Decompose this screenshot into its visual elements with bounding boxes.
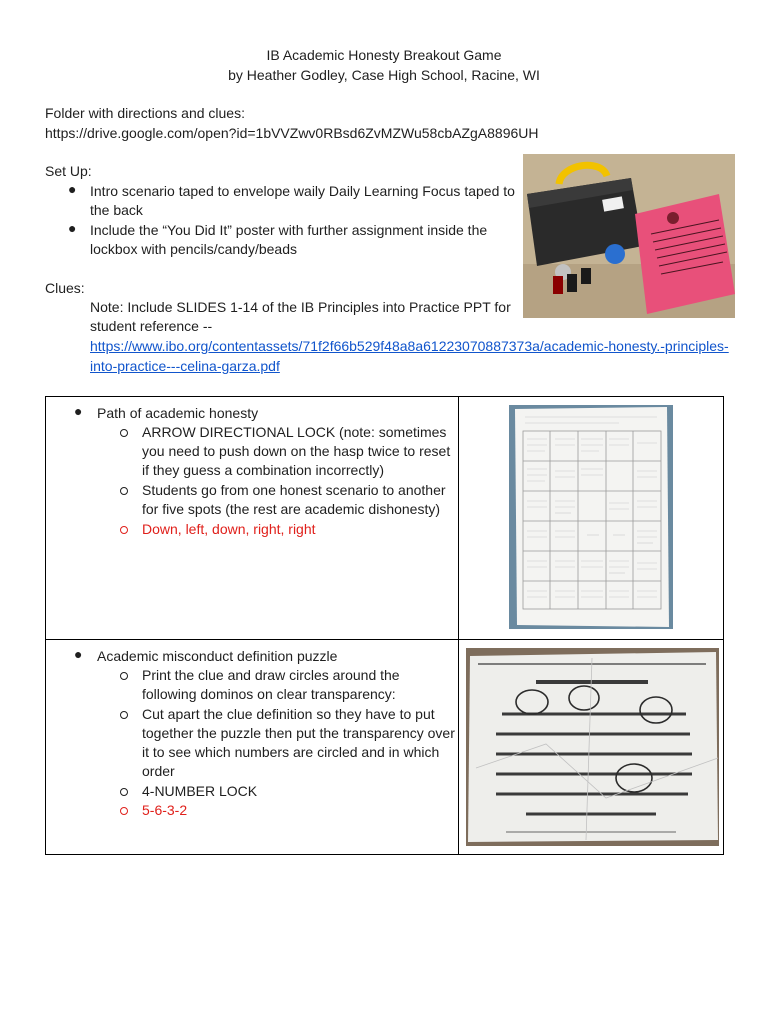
row2-item1-line1: Print the clue and draw circles around the <box>142 667 400 683</box>
row2-item2-line2: together the puzzle then put the transparency over <box>142 725 455 741</box>
lockbox-photo <box>523 154 735 318</box>
setup-item-1-line-2: the back <box>90 202 143 218</box>
row2-item1-line2: following dominos on clear transparency: <box>142 686 396 702</box>
page-title: IB Academic Honesty Breakout Game <box>266 47 502 63</box>
hollow-circle-bullet-icon <box>120 672 128 680</box>
hollow-circle-bullet-icon <box>120 711 128 719</box>
row1-item1-line1: ARROW DIRECTIONAL LOCK (note: sometimes <box>142 424 447 440</box>
clues-note-line-1: Note: Include SLIDES 1-14 of the IB Principles into Practice PPT for <box>90 299 511 315</box>
row1-title: Path of academic honesty <box>97 405 259 421</box>
row2-answer: 5-6-3-2 <box>142 802 188 818</box>
folder-label: Folder with directions and clues: <box>45 105 245 121</box>
setup-item-1-line-1: Intro scenario taped to envelope waily Daily Learning Focus taped to <box>90 183 515 199</box>
byline: by Heather Godley, Case High School, Racine, WI <box>228 67 540 83</box>
hollow-circle-bullet-icon <box>120 429 128 437</box>
hollow-circle-bullet-icon <box>120 487 128 495</box>
row2-title: Academic misconduct definition puzzle <box>97 648 338 664</box>
row1-item2-line1: Students go from one honest scenario to another <box>142 482 446 498</box>
row2-item2-line3: it to see which numbers are circled and in which <box>142 744 440 760</box>
hollow-circle-bullet-icon <box>120 807 128 815</box>
setup-heading: Set Up: <box>45 163 92 179</box>
clues-note-line-2: student reference -- <box>90 318 213 334</box>
hollow-circle-bullet-icon <box>120 526 128 534</box>
path-worksheet-drawing <box>509 405 673 629</box>
setup-item-2-line-2: lockbox with pencils/candy/beads <box>90 241 298 257</box>
ibo-ppt-link-line-1[interactable]: https://www.ibo.org/contentassets/71f2f66b529f48a8a61223070887373a/academic-honesty.-principles- <box>90 338 729 354</box>
filled-circle-bullet-icon: ● <box>74 646 83 662</box>
hollow-circle-bullet-icon <box>120 788 128 796</box>
row1-item1-line2: you need to push down on the hasp twice to reset <box>142 443 451 459</box>
filled-circle-bullet-icon: ● <box>74 403 83 419</box>
filled-circle-bullet-icon: ● <box>68 220 77 236</box>
ibo-ppt-link-line-2[interactable]: into-practice---celina-garza.pdf <box>90 358 280 374</box>
row1-item2-line2: for five spots (the rest are academic dishonesty) <box>142 501 441 517</box>
row2-item2-line4: order <box>142 763 175 779</box>
path-worksheet-photo <box>509 405 673 629</box>
misconduct-puzzle-drawing <box>466 648 719 846</box>
row1-answer: Down, left, down, right, right <box>142 521 316 537</box>
row2-item2-line1: Cut apart the clue definition so they have to put <box>142 706 435 722</box>
filled-circle-bullet-icon: ● <box>68 181 77 197</box>
row2-item3: 4-NUMBER LOCK <box>142 783 258 799</box>
setup-item-2-line-1: Include the “You Did It” poster with further assignment inside the <box>90 222 488 238</box>
lockbox-photo-drawing <box>523 154 735 318</box>
folder-url[interactable]: https://drive.google.com/open?id=1bVVZwv0RBsd6ZvMZWu58cbAZgA8896UH <box>45 125 539 141</box>
row1-item1-line3: if they guess a combination incorrectly) <box>142 462 384 478</box>
misconduct-puzzle-photo <box>466 648 719 846</box>
clues-heading: Clues: <box>45 280 85 296</box>
